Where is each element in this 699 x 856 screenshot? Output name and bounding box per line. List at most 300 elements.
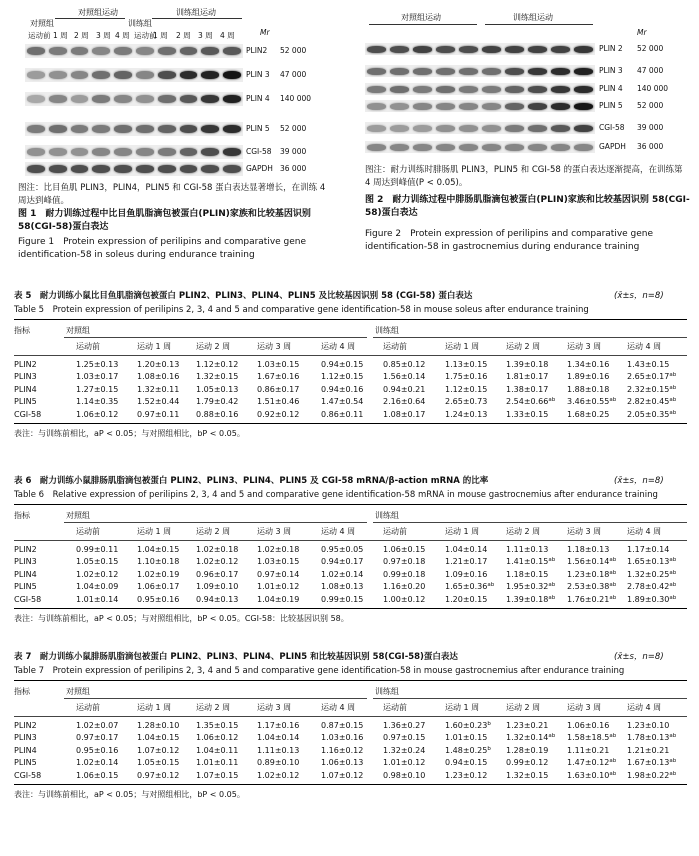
blot-band [136, 47, 154, 55]
blot-band [528, 103, 547, 110]
table-cell-value: 1.03±0.16 [321, 733, 364, 743]
table-cell-value: 1.03±0.17 [76, 372, 119, 382]
table-cell [196, 545, 238, 554]
fig1-group-line-1 [55, 18, 125, 19]
table-cell [257, 771, 299, 780]
table-cell [506, 372, 548, 381]
table-group-rule-1 [64, 698, 367, 699]
table-cell [383, 595, 425, 604]
table-cell-sup: ab [609, 733, 617, 740]
table-cell [137, 582, 179, 591]
table-cell [627, 721, 669, 730]
table-top-rule [14, 680, 687, 681]
table-cell-value: 1.58±18.5 [567, 733, 610, 743]
table-col-header: 运动 2 周 [506, 527, 541, 536]
fig1-group-train-ex: 训练组运动 [176, 8, 216, 17]
table-row-name: PLIN5 [14, 582, 37, 592]
table-row-name: CGI-58 [14, 770, 42, 780]
table-cell-value: 1.04±0.14 [445, 545, 488, 554]
table-cell-value: 1.32±0.15 [196, 372, 239, 382]
table-cell [196, 570, 238, 579]
table-cell-sup: ab [669, 557, 677, 564]
table-cell [627, 545, 669, 554]
table-row-name: PLIN2 [14, 721, 37, 730]
table-cell [321, 360, 363, 369]
blot-band [27, 165, 45, 173]
table-cell [321, 397, 363, 406]
table-cell [137, 733, 179, 742]
blot-band [551, 144, 570, 151]
blot-band [201, 47, 219, 55]
table-stat: (x̄±s，n=8) [614, 476, 664, 486]
table-cell [76, 360, 118, 369]
table-group-rule-2 [373, 698, 687, 699]
blot-band [71, 165, 89, 173]
blot-band [390, 144, 409, 151]
blot-band [574, 103, 593, 110]
blot-band [459, 86, 478, 93]
fig1-lane-label: 运动前 [134, 31, 157, 40]
blot-band [551, 86, 570, 93]
table-cell-value: 0.97±0.18 [383, 557, 426, 567]
table-col-header: 运动 1 周 [137, 342, 172, 351]
table-cell-value: 2.65±0.73 [445, 397, 488, 407]
blot-band [71, 71, 89, 79]
table-cell-value: 1.32±0.11 [137, 384, 180, 394]
table-group-rule-1 [64, 522, 367, 523]
blot-band [136, 148, 154, 156]
table-cell [506, 557, 555, 566]
table-cell-sup: ab [669, 409, 677, 416]
table-cell-value: 0.97±0.14 [257, 569, 300, 579]
blot-row-label: CGI-58 [246, 147, 272, 156]
table-cell-value: 1.32±0.25 [627, 569, 670, 579]
table-cell-value: 0.85±0.12 [383, 360, 426, 369]
table-cell-value: 0.99±0.11 [76, 545, 119, 554]
blot-band [158, 47, 176, 55]
table-cell-value: 1.02±0.12 [257, 770, 300, 780]
table-cell-sup: ab [669, 733, 677, 740]
table-cell [627, 410, 676, 419]
table-cell [321, 721, 363, 730]
blot-row-label: PLIN2 [246, 46, 268, 55]
table-cell [567, 397, 616, 406]
table-cell [445, 582, 494, 591]
table-col-header: 运动 4 周 [627, 342, 662, 351]
table-cell-value: 1.09±0.10 [196, 582, 239, 592]
table-cell [627, 746, 669, 755]
table-cell [445, 410, 487, 419]
blot-band [505, 144, 524, 151]
table-cell-value: 0.95±0.16 [137, 594, 180, 604]
table-cell [76, 410, 118, 419]
table-group-rule-2 [373, 522, 687, 523]
table-cell [76, 733, 118, 742]
table-cell-sup: ab [548, 594, 556, 601]
table-cell-value: 1.08±0.16 [137, 372, 180, 382]
table-cell-value: 1.34±0.16 [567, 360, 610, 369]
table-cell-value: 1.89±0.30 [627, 594, 670, 604]
table-head-rule [14, 716, 687, 717]
table-cell [383, 410, 425, 419]
table-cell [627, 758, 676, 767]
table-cell [257, 545, 299, 554]
fig1-lane-label: 3 周 [198, 31, 213, 40]
table-cell-value: 1.17±0.14 [627, 545, 670, 554]
table-cell [76, 557, 118, 566]
table-cell-value: 1.32±0.24 [383, 745, 426, 755]
table-cell [627, 557, 676, 566]
fig1-group-control-ex: 对照组运动 [78, 8, 118, 17]
blot-band [436, 46, 455, 53]
table-cell-value: 1.07±0.12 [137, 745, 180, 755]
table-group1: 对照组 [66, 687, 90, 696]
blot-band [136, 95, 154, 103]
table-cell-value: 1.03±0.15 [257, 557, 300, 567]
table-cell [196, 758, 238, 767]
blot-row-mw: 140 000 [280, 94, 312, 103]
blot-row-mw: 52 000 [637, 44, 664, 53]
blot-band [574, 125, 593, 132]
table-cell [76, 595, 118, 604]
figure-2 [355, 0, 699, 280]
blot-band [71, 148, 89, 156]
table-cell-value: 1.04±0.09 [76, 582, 119, 592]
blot-band [27, 95, 45, 103]
table-cell-value: 0.96±0.17 [196, 569, 239, 579]
table-cell [137, 570, 179, 579]
table-cell [321, 545, 363, 554]
table-cell-value: 0.95±0.16 [76, 745, 119, 755]
table-cell-value: 1.75±0.16 [445, 372, 488, 382]
table-cell-value: 1.06±0.16 [567, 721, 610, 730]
blot-band [528, 86, 547, 93]
blot-band [482, 125, 501, 132]
blot-band [413, 46, 432, 53]
table-top-rule [14, 319, 687, 320]
table-cell-sup: ab [669, 397, 677, 404]
table-row-name: PLIN3 [14, 557, 37, 567]
table-col-header: 运动 3 周 [567, 703, 602, 712]
blot-band [201, 125, 219, 133]
table-cell [137, 360, 179, 369]
table-cell-value: 0.87±0.15 [321, 721, 364, 730]
table-cell-value: 1.07±0.15 [196, 770, 239, 780]
table-cell [445, 570, 487, 579]
table-cell [567, 545, 609, 554]
table-cell [383, 758, 425, 767]
blot-band [574, 86, 593, 93]
table-index-label: 指标 [14, 687, 30, 696]
blot-band [459, 144, 478, 151]
blot-band [223, 165, 241, 173]
table-cell-value: 1.04±0.15 [137, 545, 180, 554]
table-cell-value: 1.25±0.13 [76, 360, 119, 369]
table-cell-value: 1.41±0.15 [506, 557, 549, 567]
table-cell [321, 570, 363, 579]
table-cell [321, 372, 363, 381]
table-cell [137, 397, 179, 406]
table-cell [137, 557, 179, 566]
table-row-name: PLIN5 [14, 397, 37, 407]
table-cell [257, 570, 299, 579]
table-cell [321, 733, 363, 742]
blot-band [413, 103, 432, 110]
blot-band [413, 86, 432, 93]
table-cell [321, 746, 363, 755]
blot-row-label: PLIN 2 [599, 44, 623, 53]
table-note: 表注：与训练前相比，aP < 0.05；与对照组相比，bP < 0.05。CGI-58：比较基因识别 58。 [14, 614, 349, 623]
table-cell [321, 557, 363, 566]
table-cell-value: 1.04±0.11 [196, 745, 239, 755]
table-cell-value: 0.95±0.05 [321, 545, 364, 554]
table-col-header: 运动 1 周 [445, 527, 480, 536]
table-cell [196, 771, 238, 780]
table-cell-sup: ab [669, 758, 677, 765]
fig2-caption-cn: 图 2 耐力训练过程中腓肠肌脂滴包被蛋白(PLIN)家族和比较基因识别 58(CGI-58)蛋白表达 [365, 195, 690, 218]
table-cell-sup: ab [609, 397, 617, 404]
blot-row-mw: 36 000 [280, 164, 307, 173]
blot-band [223, 95, 241, 103]
table-index-label: 指标 [14, 511, 30, 520]
table-cell [383, 582, 425, 591]
blot-band [71, 47, 89, 55]
blot-band [114, 47, 132, 55]
table-row-name: PLIN5 [14, 758, 37, 768]
fig1-note: 图注：比目鱼肌 PLIN3，PLIN4，PLIN5 和 CGI-58 蛋白表达显著增长，在训练 4 周达到峰值。 [18, 183, 326, 206]
table-cell-value: 0.97±0.15 [383, 733, 426, 743]
table-cell [76, 397, 118, 406]
table-group2: 训练组 [375, 326, 399, 335]
fig1-lane-label: 4 周 [220, 31, 235, 40]
table-cell-value: 1.39±0.18 [506, 594, 549, 604]
table-cell-value: 1.20±0.15 [445, 594, 488, 604]
table-cell [567, 570, 616, 579]
blot-band [367, 68, 386, 75]
table-cell-value: 0.97±0.12 [137, 770, 180, 780]
table-col-header: 运动 2 周 [196, 342, 231, 351]
table-cell [257, 372, 299, 381]
table-cell-value: 1.12±0.15 [321, 372, 364, 382]
table-cell [76, 582, 118, 591]
table-cell-value: 1.02±0.07 [76, 721, 119, 730]
table-cell-value: 3.46±0.55 [567, 397, 610, 407]
table-row-name: PLIN3 [14, 372, 37, 382]
table-col-header: 运动 2 周 [196, 527, 231, 536]
table-cell [383, 372, 425, 381]
table-cell-value: 1.21±0.17 [445, 557, 488, 567]
figure-1 [0, 0, 345, 280]
table-stat: (x̄±s，n=8) [614, 652, 664, 662]
table-cell [196, 397, 238, 406]
table-col-header: 运动 1 周 [137, 527, 172, 536]
table-cell [321, 410, 363, 419]
table-cell-value: 1.01±0.14 [76, 594, 119, 604]
table-cell-value: 0.94±0.13 [196, 594, 239, 604]
table-cell [383, 721, 425, 730]
table-cell [321, 595, 363, 604]
blot-band [158, 165, 176, 173]
blot-band [551, 68, 570, 75]
table-cell [196, 557, 238, 566]
table-cell [257, 410, 299, 419]
table-cell-sup: b [487, 721, 491, 727]
table-cell [445, 557, 487, 566]
fig2-group-line-1 [369, 24, 477, 25]
table-cell-value: 1.07±0.12 [321, 770, 364, 780]
table-cell-value: 1.16±0.20 [383, 582, 426, 592]
blot-band [482, 86, 501, 93]
table-cell [506, 397, 555, 406]
blot-row-label: PLIN 5 [599, 101, 623, 110]
table-cell [257, 582, 299, 591]
blot-band [367, 46, 386, 53]
table-cell-value: 1.01±0.12 [257, 582, 300, 592]
blot-band [114, 95, 132, 103]
table-cell [257, 746, 299, 755]
table-cell-value: 1.21±0.21 [627, 745, 670, 755]
table-cell-value: 1.17±0.16 [257, 721, 300, 730]
table-cell [196, 360, 238, 369]
table-cell [76, 570, 118, 579]
table-cell [627, 372, 676, 381]
table-cell-sup: ab [669, 384, 677, 391]
blot-band [27, 71, 45, 79]
table-cell [257, 733, 299, 742]
table-cell-value: 1.06±0.15 [76, 770, 119, 780]
table-cell [76, 372, 118, 381]
table-cell-value: 1.02±0.18 [196, 545, 239, 554]
table-cell-value: 1.67±0.16 [257, 372, 300, 382]
table-cell [567, 582, 616, 591]
blot-band [92, 165, 110, 173]
table-cell-value: 2.53±0.38 [567, 582, 610, 592]
blot-band [180, 165, 198, 173]
table-cell [506, 733, 555, 742]
table-cell [506, 570, 548, 579]
table-cell [445, 746, 491, 755]
table-cell-value: 1.13±0.15 [445, 360, 488, 369]
table-cell [257, 595, 299, 604]
table-cell-sup: ab [669, 770, 677, 777]
table-col-header: 运动 1 周 [445, 703, 480, 712]
table-col-header: 运动 3 周 [567, 527, 602, 536]
table-cell-value: 1.47±0.12 [567, 758, 610, 768]
table-cell [76, 758, 118, 767]
table-cell-value: 1.14±0.35 [76, 397, 119, 407]
table-cell [506, 545, 548, 554]
blot-band [223, 71, 241, 79]
blot-band [482, 144, 501, 151]
table-cell [627, 570, 676, 579]
blot-row-label: PLIN 5 [246, 124, 270, 133]
blot-band [459, 103, 478, 110]
blot-band [390, 103, 409, 110]
fig1-lane-label: 1 周 [153, 31, 168, 40]
table-col-header: 运动前 [76, 527, 100, 536]
fig2-group-line-2 [485, 24, 593, 25]
blot-band [71, 95, 89, 103]
blot-band [459, 125, 478, 132]
blot-row-mw: 47 000 [637, 66, 664, 75]
table-cell [506, 758, 548, 767]
table-cell-value: 1.67±0.13 [627, 758, 670, 768]
blot-row-mw: 140 000 [637, 84, 669, 93]
blot-band [574, 144, 593, 151]
table-cell-sup: ab [548, 397, 556, 404]
blot-band [158, 95, 176, 103]
blot-band [180, 95, 198, 103]
blot-band [180, 125, 198, 133]
blot-band [367, 86, 386, 93]
blot-band [436, 86, 455, 93]
table-stat: (x̄±s，n=8) [614, 291, 664, 301]
table-cell [627, 360, 669, 369]
table-cell [567, 758, 616, 767]
table-cell [76, 746, 118, 755]
blot-band [528, 68, 547, 75]
table-cell [445, 758, 487, 767]
table-cell-value: 0.97±0.17 [76, 733, 119, 743]
table-cell [627, 582, 676, 591]
table-cell-value: 1.05±0.15 [137, 758, 180, 768]
table-cell-sup: b [487, 745, 491, 752]
blot-band [114, 71, 132, 79]
fig1-caption-en: Figure 1 Protein expression of perilipins and comparative gene identification-58 in soleus during endurance training [18, 237, 307, 260]
blot-band [436, 103, 455, 110]
table-cell-value: 0.94±0.21 [383, 384, 426, 394]
table-cell-sup: ab [548, 733, 556, 740]
table-col-header: 运动 3 周 [567, 342, 602, 351]
table-row-name: PLIN3 [14, 733, 37, 743]
table-cell-value: 1.79±0.42 [196, 397, 239, 407]
table-cell-value: 0.99±0.15 [321, 594, 364, 604]
table-cell-value: 1.18±0.13 [567, 545, 610, 554]
blot-row-label: GAPDH [246, 164, 273, 173]
table-cell-value: 1.35±0.15 [196, 721, 239, 730]
table-cell-value: 1.08±0.13 [321, 582, 364, 592]
table-cell-value: 1.12±0.15 [445, 384, 488, 394]
table-cell-value: 1.11±0.13 [506, 545, 549, 554]
table-cell [383, 385, 425, 394]
table-cell-value: 1.06±0.15 [383, 545, 426, 554]
table-cell [445, 360, 487, 369]
table-group2: 训练组 [375, 687, 399, 696]
table-cell-sup: ab [609, 557, 617, 564]
table-cell-value: 0.94±0.17 [321, 557, 364, 567]
table-cell-value: 1.32±0.14 [506, 733, 549, 743]
table-cell-value: 0.97±0.11 [137, 409, 180, 419]
blot-row-mw: 52 000 [280, 46, 307, 55]
table-cell-value: 1.24±0.13 [445, 409, 488, 419]
table-cell-value: 1.06±0.12 [196, 733, 239, 743]
table-cell-value: 1.88±0.18 [567, 384, 610, 394]
table-cell [506, 771, 548, 780]
table-cell [567, 372, 609, 381]
table-cell [321, 582, 363, 591]
table-cell-value: 1.65±0.13 [627, 557, 670, 567]
blot-band [413, 144, 432, 151]
blot-band [367, 144, 386, 151]
table-cell-value: 1.60±0.23 [445, 721, 488, 730]
blot-band [92, 125, 110, 133]
table-cell [257, 758, 299, 767]
table-cell [137, 385, 179, 394]
table-cell-value: 0.92±0.12 [257, 409, 300, 419]
fig1-group-line-2 [152, 18, 242, 19]
table-cell [567, 733, 616, 742]
table-col-header: 运动 2 周 [196, 703, 231, 712]
